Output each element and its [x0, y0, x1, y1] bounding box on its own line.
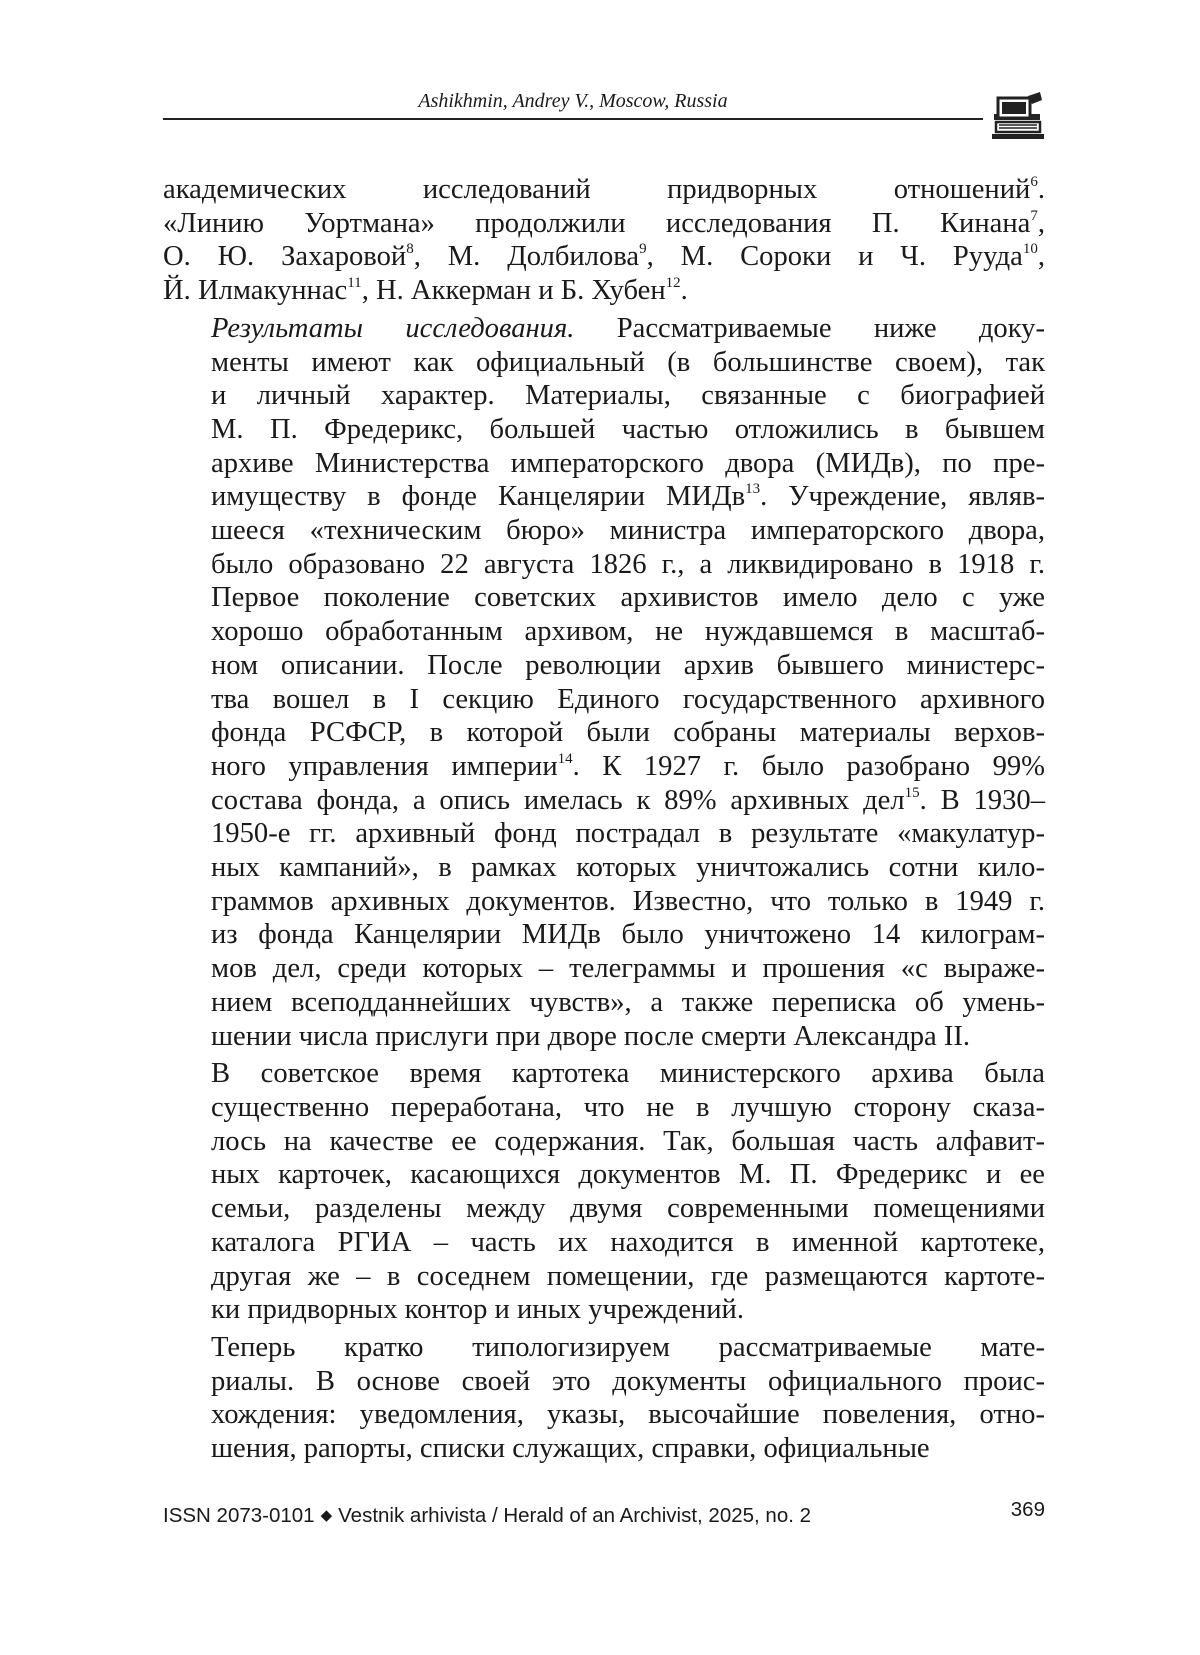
text-line: шения, рапорты, списки служащих, справки, официальные	[211, 1433, 930, 1465]
text-segment: . К 1927 г. было разобрано 99%	[572, 750, 1045, 782]
footnote-ref: 9	[639, 241, 647, 258]
text-segment: ,	[1037, 241, 1045, 273]
header-rule	[163, 118, 983, 120]
text-segment: ного управления империи	[211, 750, 558, 782]
text-line	[163, 240, 1045, 274]
text-line: ном описании. После революции архив бывшего министерс-	[211, 649, 1045, 681]
text-segment: , М. Сороки и Ч. Рууда	[646, 241, 1023, 273]
footnote-ref: 14	[557, 750, 573, 767]
footnote-ref: 7	[1030, 207, 1038, 224]
text-line: другая же – в соседнем помещении, где размещаются картоте-	[211, 1260, 1045, 1292]
text-line: из фонда Канцелярии МИДв было уничтожено 14 килограм-	[211, 919, 1045, 951]
body-text	[163, 173, 1045, 1466]
footnote-ref: 12	[665, 275, 681, 292]
text-line: ных кампаний», в рамках которых уничтожались сотни кило-	[211, 852, 1045, 884]
text-line: каталога РГИА – часть их находится в именной картотеке,	[211, 1226, 1045, 1258]
text-line: фонда РСФСР, в которой были собраны материалы верхов-	[211, 717, 1045, 749]
paragraph-4	[163, 1331, 1045, 1466]
text-line	[163, 173, 1045, 207]
text-segment: «Линию Уортмана» продолжили исследования П. Кинана	[163, 207, 1031, 239]
running-header: Ashikhmin, Andrey V., Moscow, Russia	[418, 90, 728, 112]
text-line: ки придворных контор и иных учреждений.	[211, 1294, 744, 1326]
text-segment: . В 1930–	[919, 784, 1045, 816]
paragraph-2	[163, 312, 1045, 1053]
text-line: и личный характер. Материалы, связанные с биографией	[211, 380, 1045, 412]
footnote-ref: 15	[904, 784, 920, 801]
text-segment: Й. Илмакуннас	[163, 275, 348, 307]
text-line: архиве Министерства императорского двора (МИДв), по пре-	[211, 447, 1045, 479]
text-line: шееся «техническим бюро» министра императорского двора,	[211, 515, 1045, 547]
footnote-ref: 8	[406, 241, 414, 258]
text-segment: . Учреждение, являв-	[760, 481, 1045, 513]
footnote-ref: 10	[1022, 241, 1038, 258]
text-line: мов дел, среди которых – телеграммы и прошения «с выраже-	[211, 953, 1045, 985]
text-line	[163, 274, 1045, 308]
text-segment: состава фонда, а опись имелась к 89% архивных дел	[211, 784, 905, 816]
text-line: менты имеют как официальный (в большинстве своем), так	[211, 346, 1045, 378]
text-line	[163, 784, 1045, 818]
text-line: риалы. В основе своей это документы официального проис-	[211, 1365, 1045, 1397]
text-segment: .	[680, 275, 688, 307]
text-segment: , М. Долбилова	[413, 241, 640, 273]
text-line: 1950-е гг. архивный фонд пострадал в результате «макулатур-	[211, 818, 1045, 850]
paragraph-3	[163, 1057, 1045, 1327]
computer-monitor-icon	[990, 92, 1046, 142]
footnote-ref: 13	[745, 481, 761, 498]
text-line: граммов архивных документов. Известно, что только в 1949 г.	[211, 885, 1045, 917]
text-line: хорошо обработанным архивом, не нуждавшемся в масштаб-	[211, 616, 1045, 648]
text-line: было образовано 22 августа 1826 г., а ликвидировано в 1918 г.	[211, 548, 1045, 580]
section-lead: Результаты исследования.	[211, 312, 575, 344]
text-line	[163, 750, 1045, 784]
text-line: существенно переработана, что не в лучшую сторону сказа-	[211, 1091, 1045, 1123]
page-number: 369	[1010, 1498, 1045, 1521]
text-segment: Рассматриваемые ниже доку-	[574, 312, 1046, 344]
text-line	[163, 312, 1045, 346]
text-line	[163, 480, 1045, 514]
text-segment: .	[1037, 174, 1045, 205]
text-segment: имуществу в фонде Канцелярии МИДв	[211, 481, 746, 513]
issn: ISSN 2073-0101	[163, 1504, 315, 1527]
text-segment: ,	[1037, 207, 1045, 239]
text-line: Первое поколение советских архивистов имело дело с уже	[211, 582, 1045, 614]
text-line: семьи, разделены между двумя современными помещениями	[211, 1193, 1045, 1225]
text-line: шении числа прислуги при дворе после смерти Александра II.	[211, 1020, 971, 1052]
paragraph-1	[163, 173, 1045, 308]
text-line: В советское время картотека министерского архива была	[211, 1058, 1045, 1090]
text-line: нием всеподданнейших чувств», а также переписка об умень-	[211, 986, 1045, 1018]
text-segment: О. Ю. Захаровой	[163, 241, 407, 273]
text-line: лось на качестве ее содержания. Так, большая часть алфавит-	[211, 1125, 1045, 1157]
page-footer	[163, 1500, 1045, 1532]
text-line: М. П. Фредерикс, большей частью отложились в бывшем	[211, 413, 1045, 445]
journal-title: Vestnik arhivista / Herald of an Archivist, 2025, no. 2	[338, 1504, 812, 1527]
text-segment: академических исследований придворных отношений	[163, 174, 1031, 205]
footer-citation	[163, 1500, 811, 1532]
text-segment: , Н. Аккерман и Б. Хубен	[361, 275, 666, 307]
text-line: Теперь кратко типологизируем рассматриваемые мате-	[211, 1331, 1045, 1363]
text-line: хождения: уведомления, указы, высочайшие повеления, отно-	[211, 1399, 1045, 1431]
footnote-ref: 6	[1030, 174, 1038, 190]
text-line: ных карточек, касающихся документов М. П. Фредерикс и ее	[211, 1159, 1045, 1191]
diamond-icon: ◆	[320, 1507, 333, 1524]
text-line: тва вошел в I секцию Единого государственного архивного	[211, 683, 1045, 715]
text-line	[163, 207, 1045, 241]
footnote-ref: 11	[347, 275, 362, 292]
